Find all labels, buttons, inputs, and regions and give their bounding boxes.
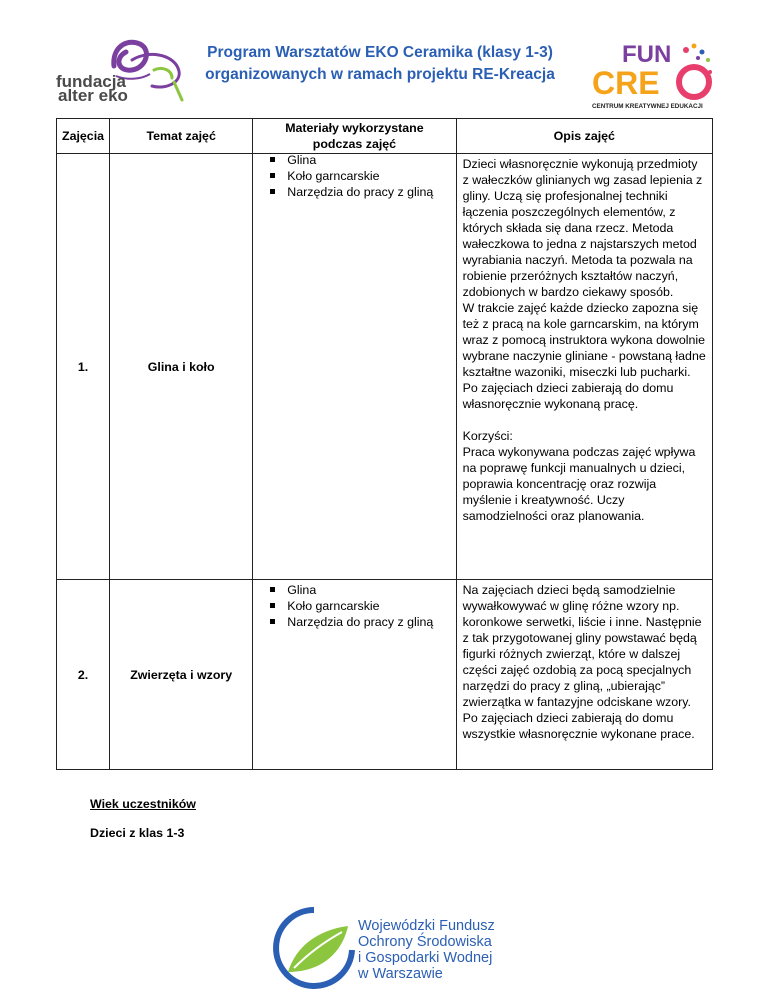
footer-line-4: w Warszawie [358, 966, 443, 982]
row-description [456, 580, 712, 770]
row-number: 1. [57, 154, 110, 580]
list-item: Narzędzia do pracy z gliną [287, 184, 449, 200]
fun-logo-text: FUN [622, 41, 672, 68]
description-end: Po zajęciach dzieci zabierają do domu własnoręcznie wykonaną pracę. [462, 381, 674, 411]
participants-label: Wiek uczestników [90, 797, 196, 811]
benefits-label: Korzyści: [462, 429, 513, 443]
row-topic: Zwierzęta i wzory [110, 580, 253, 770]
funcreo-tagline: CENTRUM KREATYWNEJ EDUKACJI [592, 103, 703, 110]
row-description [456, 154, 712, 580]
list-item: Narzędzia do pracy z gliną [287, 614, 449, 630]
leaf-circle-icon [272, 906, 356, 990]
footer-line-2: Ochrony Środowiska [358, 934, 492, 950]
benefits-text: Praca wykonywana podczas zajęć wpływa na poprawę funkcji manualnych u dzieci, poprawia koncentrację oraz rozwija myślenie i kreatywność. Uczy samodzielności oraz planowania. [462, 445, 696, 523]
footer-line-3: i Gospodarki Wodnej [358, 950, 493, 966]
o-ring-icon [679, 67, 709, 97]
description-more: W trakcie zajęć każde dziecko zapozna się też z pracą na kole garncarskim, na którym wraz z pomocą instruktora wykona dowolnie wybrane naczynie gliniane - powstaną ładne kształtne wazoniki, miseczki lub pucharki. [462, 301, 706, 379]
participants-value: Dzieci z klas 1-3 [90, 826, 185, 840]
funcreo-logo [588, 40, 716, 112]
description-main: Na zajęciach dzieci będą samodzielnie wywałkowywać w glinę różne wzory np. koronkowe serwetki, liście i inne. Następnie z tak przygotowanej gliny powstawać będą figurki różnych zwierząt, które w dalszej części zajęć ozdobią za pocą specjalnych narzędzi do pracy z gliną, „ubierając” zwierzątka w fantazyjne odciskane wzory. Po zajęciach dzieci zabierają do domu wszystkie własnoręcznie wykonane prace. [462, 583, 702, 741]
row-number: 2. [57, 580, 110, 770]
description-main: Dzieci własnoręcznie wykonują przedmioty z wałeczków glinianych wg zasad lepienia z gliny. Uczą się profesjonalnej techniki łączenia poszczególnych elementów, z których składa się dana rzecz. Metoda wałeczkowa to jedna z najstarszych metod wyrabiania naczyń. Metoda ta pozwala na robienie przeróżnych kształtów naczyń, zdobionych w bardzo ciekawy sposób. [462, 157, 703, 299]
list-item: Glina [287, 152, 449, 168]
row-materials [253, 580, 456, 770]
page-title [195, 42, 565, 86]
wfosigw-text [358, 918, 495, 982]
list-item: Glina [287, 582, 449, 598]
workshop-table [56, 118, 713, 770]
logo-text-line2: alter eko [58, 86, 128, 105]
fundacja-alter-eko-logo [56, 36, 188, 106]
header-opis: Opis zajęć [456, 119, 712, 154]
footer-line-1: Wojewódzki Fundusz [358, 918, 495, 934]
title-line-2: organizowanych w ramach projektu RE-Kreacja [205, 66, 555, 83]
cre-logo-text: CRE [592, 65, 660, 101]
table-row [57, 580, 713, 770]
header-materialy: Materiały wykorzystane podczas zajęć [253, 119, 456, 154]
list-item: Koło garncarskie [287, 598, 449, 614]
materials-list [253, 152, 455, 200]
header-temat: Temat zajęć [110, 119, 253, 154]
row-materials [253, 154, 456, 580]
table-row [57, 154, 713, 580]
title-line-1: Program Warsztatów EKO Ceramika (klasy 1-3) [207, 44, 553, 61]
header-zajecia: Zajęcia [57, 119, 110, 154]
table-header-row [57, 119, 713, 154]
list-item: Koło garncarskie [287, 168, 449, 184]
row-topic: Glina i koło [110, 154, 253, 580]
materials-list [253, 582, 455, 630]
logo-text-line1: fundacja [56, 72, 126, 91]
